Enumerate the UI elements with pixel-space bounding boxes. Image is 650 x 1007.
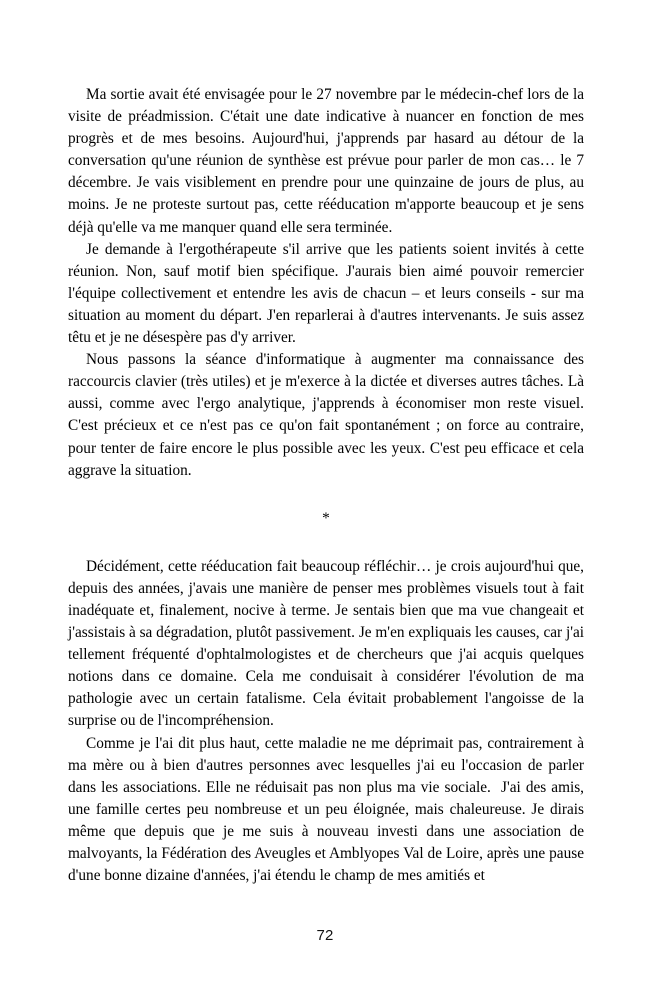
paragraph-3: Nous passons la séance d'informatique à augmenter ma connaissance des raccourcis clavier (très utiles) et je m'exerce à la dictée et diverses autres tâches. Là aussi, comme avec l'ergo analytique, j'apprends à économiser mon reste visuel. C'est précieux et ce n'est pas ce qu'on fait spontanément ; on force au contraire, pour tenter de faire encore le plus possible avec les yeux. C'est peu efficace et cela aggrave la situation. bbox=[68, 351, 588, 479]
paragraph-5: Comme je l'ai dit plus haut, cette maladie ne me déprimait pas, contrairement à ma mère ou à bien d'autres personnes avec lesquelles j'ai eu l'occasion de parler dans les associations. Elle ne réduisait pas non plus ma vie sociale. J'ai des amis, une famille certes peu nombreuse et un peu éloignée, mais chaleureuse. Je dirais même que depuis que je me suis à nouveau investi dans une association de malvoyants, la Fédération des Aveugles et Amblyopes Val de Loire, après une pause d'une bonne dizaine d'années, j'ai étendu le champ de mes amitiés et bbox=[68, 734, 588, 885]
asterisk-section-break: * bbox=[322, 509, 330, 527]
paragraph-2: Je demande à l'ergothérapeute s'il arrive que les patients soient invités à cette réunion. Non, sauf motif bien spécifique. J'aurais bien aimé pouvoir remercier l'équipe collectivement et entendre les avis de chacun – et leurs conseils - sur ma situation au moment du départ. J'en reparlerai à d'autres intervenants. Je suis assez têtu et je ne désespère pas d'y arriver. bbox=[68, 240, 588, 347]
paragraph-4: Décidément, cette rééducation fait beaucoup réfléchir… je crois aujourd'hui que, depuis des années, j'avais une manière de penser mes problèmes visuels tout à fait inadéquate et, finalement, nocive à terme. Je sentais bien que ma vue changeait et j'assistais à sa dégradation, plutôt passivement. Je m'en expliquais les causes, car j'ai tellement fréquenté d'ophtalmologistes et de chercheurs que j'ai acquis quelques notions dans ce domaine. Cela me conduisait à considérer l'évolution de ma pathologie avec un certain fatalisme. Cela évitait probablement l'angoisse de la surprise ou de l'incompréhension. bbox=[68, 557, 588, 730]
page-text-block bbox=[68, 84, 588, 887]
paragraph-1: Ma sortie avait été envisagée pour le 27 novembre par le médecin-chef lors de la visite de préadmission. C'était une date indicative à nuancer en fonction de mes progrès et de mes besoins. Aujourd'hui, j'apprends par hasard au détour de la conversation qu'une réunion de synthèse est prévue pour parler de mon cas… le 7 décembre. Je vais visiblement en prendre pour une quinzaine de jours de plus, au moins. Je ne proteste surtout pas, cette rééducation m'apporte beaucoup et je sens déjà qu'elle va me manquer quand elle sera terminée. bbox=[68, 86, 588, 236]
page-number: 72 bbox=[316, 927, 334, 944]
